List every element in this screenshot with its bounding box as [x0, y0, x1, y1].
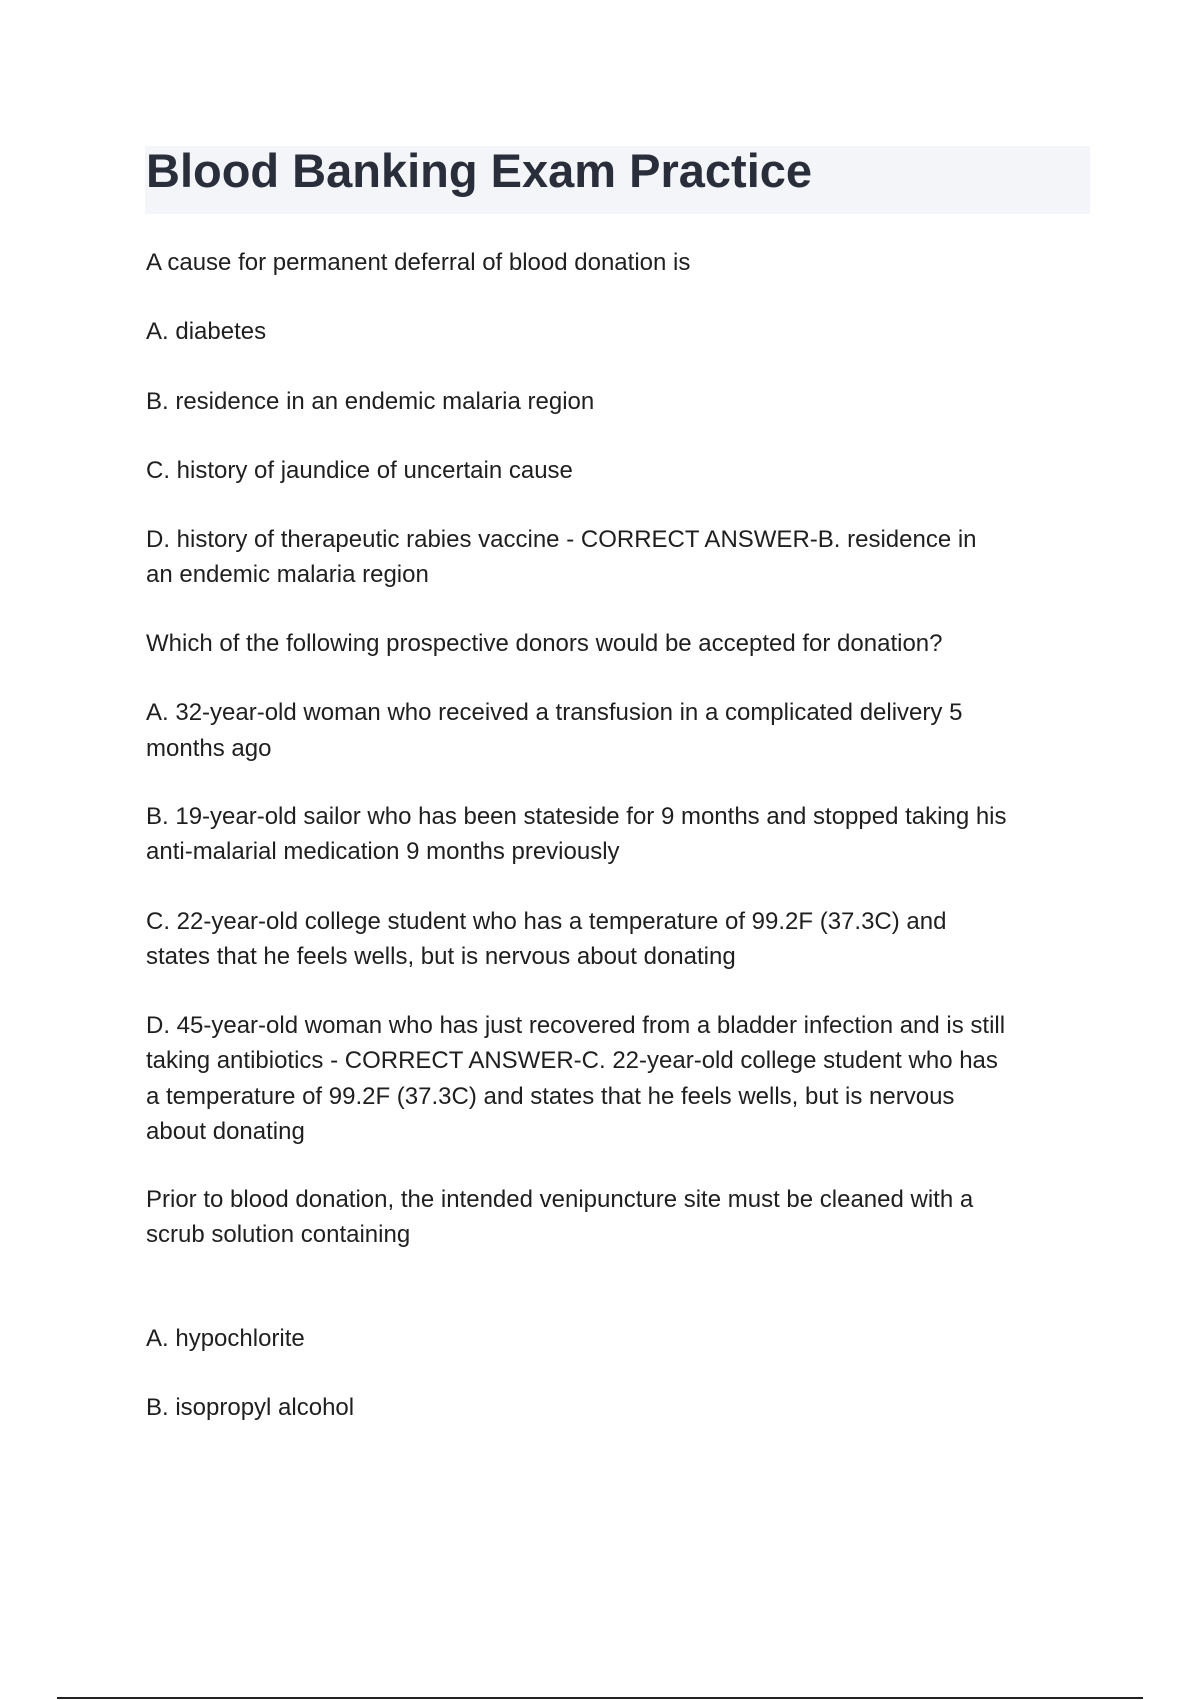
q2-option-a-line-2: months ago — [146, 735, 272, 762]
q2-prompt-line-1: Which of the following prospective donors would be accepted for donation? — [146, 630, 943, 657]
q1-option-b: B. residence in an endemic malaria region — [146, 388, 595, 415]
q2-option-d-line-1: D. 45-year-old woman who has just recovered from a bladder infection and is still — [146, 1012, 1006, 1039]
bottom-divider — [57, 1697, 1143, 1699]
q2-option-c-line-1: C. 22-year-old college student who has a temperature of 99.2F (37.3C) and — [146, 908, 947, 935]
q2-option-c-line-2: states that he feels wells, but is nervous about donating — [146, 943, 736, 970]
q1-option-c: C. history of jaundice of uncertain cause — [146, 457, 573, 484]
q1-option-d-line-1: D. history of therapeutic rabies vaccine - CORRECT ANSWER-B. residence in — [146, 526, 977, 553]
q1-option-a: A. diabetes — [146, 318, 267, 345]
q2-option-b-line-1: B. 19-year-old sailor who has been stateside for 9 months and stopped taking his — [146, 803, 1007, 830]
q3-prompt-line-2: scrub solution containing — [146, 1221, 411, 1248]
q3-prompt-line-1: Prior to blood donation, the intended venipuncture site must be cleaned with a — [146, 1186, 974, 1213]
q2-option-b-line-2: anti-malarial medication 9 months previously — [146, 838, 620, 865]
q1-prompt-line-1: A cause for permanent deferral of blood donation is — [146, 249, 691, 276]
q3-option-a: A. hypochlorite — [146, 1325, 305, 1352]
q3-option-b: B. isopropyl alcohol — [146, 1394, 355, 1421]
q2-option-a-line-1: A. 32-year-old woman who received a transfusion in a complicated delivery 5 — [146, 699, 963, 726]
q2-option-d-line-2: taking antibiotics - CORRECT ANSWER-C. 22-year-old college student who has — [146, 1047, 998, 1074]
q1-option-d-line-2: an endemic malaria region — [146, 561, 429, 588]
q2-option-d-line-3: a temperature of 99.2F (37.3C) and states that he feels wells, but is nervous — [146, 1083, 955, 1110]
document-title: Blood Banking Exam Practice — [146, 144, 813, 197]
q2-option-d-line-4: about donating — [146, 1118, 305, 1145]
